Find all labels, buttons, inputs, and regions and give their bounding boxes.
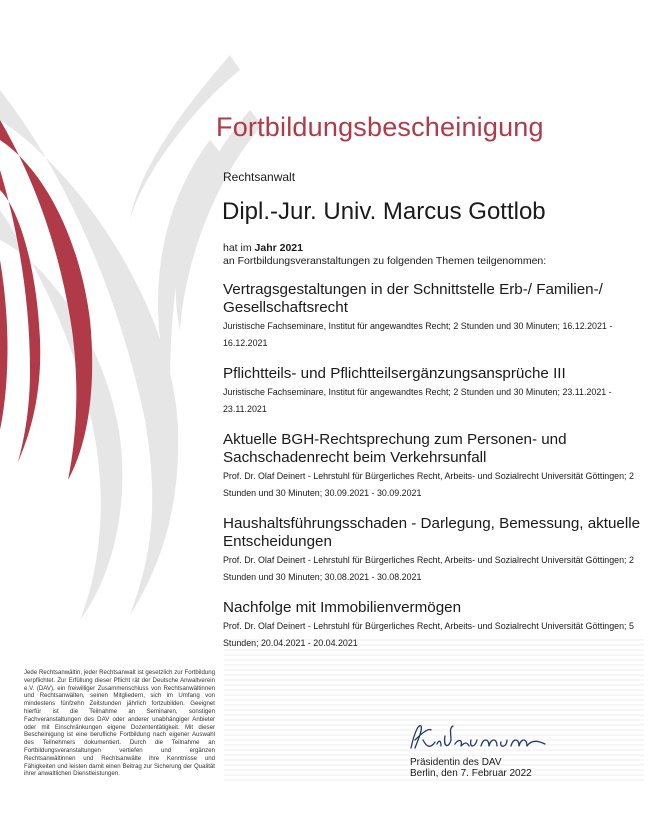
course-organizer: Prof. Dr. Olaf Deinert - Lehrstuhl für Bürgerliches Recht, Arbeits- und Sozialrecht Universität Göttingen; [223,621,627,631]
course-details [223,618,643,652]
intro-line-1 [223,242,546,255]
legal-footnote: Jede Rechtsanwältin, jeder Rechtsanwalt ist gesetzlich zur Fortbildung verpflichtet. Zur Erfüllung dieser Pflicht rät der Deutsche Anwaltverein e.V. (DAV), ein freiwilliger Zusammenschluss von Rechtsanwältinnen und Rechtsanwälten, seinen Mitgliedern, sich im Umfang von mindestens fünfzehn Zeitstunden jährlich fortzubilden. Geeignet hierfür ist die Teilnahme an Seminaren, sonstigen Fachveranstaltungen des DAV oder anderer unabhängiger Anbieter oder mit Einschränkungen eigene Dozententätigkeit. Mit dieser Bescheinigung ist eine berufliche Fortbildung nach eigener Auswahl des Teilnehmers dokumentiert. Durch die Teilnahme an Fortbildungsveranstaltungen vertiefen und ergänzen Rechtsanwältinnen und Rechtsanwälte ihre Kenntnisse und Fähigkeiten und leisten damit einen Beitrag zur Sicherung der Qualität ihrer anwaltlichen Dienstleistungen. [24,669,215,778]
course-organizer: Juristische Fachseminare, Institut für angewandtes Recht; [223,387,451,397]
course-organizer: Prof. Dr. Olaf Deinert - Lehrstuhl für Bürgerliches Recht, Arbeits- und Sozialrecht Universität Göttingen; [223,555,627,565]
course-title: Vertragsgestaltungen in der Schnittstelle Erb-/ Familien-/ Gesellschaftsrecht [223,281,603,316]
course-organizer: Prof. Dr. Olaf Deinert - Lehrstuhl für Bürgerliches Recht, Arbeits- und Sozialrecht Universität Göttingen; [223,471,627,481]
signature-place-date: Berlin, den 7. Februar 2022 [410,768,532,779]
handwritten-signature [405,718,555,758]
course-duration: 5 Stunden; [223,621,634,648]
course-details [223,318,643,352]
course-duration: 2 Stunden und 30 Minuten; [453,387,560,397]
course-item [223,515,643,586]
certificate-title: Fortbildungsbescheinigung [216,112,544,142]
course-title: Nachfolge mit Immobilienvermögen [223,599,462,616]
intro-text [223,242,546,268]
course-details [223,384,643,418]
recipient-name: Dipl.-Jur. Univ. Marcus Gottlob [222,198,546,225]
course-dates: 30.08.2021 - 30.08.2021 [324,572,422,582]
course-duration: 2 Stunden und 30 Minuten; [223,471,634,498]
red-swoosh-band [0,120,92,480]
signatory-role: Präsidentin des DAV [410,757,502,768]
course-item [223,599,643,652]
course-organizer: Juristische Fachseminare, Institut für angewandtes Recht; [223,321,451,331]
course-details [223,552,643,586]
intro-line-2: an Fortbildungsveranstaltungen zu folgenden Themen teilgenommen: [223,255,547,267]
course-dates: 23.11.2021 - 23.11.2021 [223,387,612,414]
course-title: Aktuelle BGH-Rechtsprechung zum Personen- und Sachschadenrecht beim Verkehrsunfall [223,431,567,466]
course-title: Pflichtteils- und Pflichtteilsergänzungsansprüche III [223,365,566,382]
course-item [223,365,643,418]
course-list [223,281,643,665]
course-duration: 2 Stunden und 30 Minuten; [453,321,560,331]
course-item [223,431,643,502]
course-duration: 2 Stunden und 30 Minuten; [223,555,634,582]
intro-year: Jahr 2021 [254,242,303,254]
course-item [223,281,643,352]
course-dates: 20.04.2021 - 20.04.2021 [261,638,358,648]
recipient-salutation: Rechtsanwalt [223,170,296,184]
intro-prefix: hat im [223,242,252,254]
course-details [223,468,643,502]
course-title: Haushaltsführungsschaden - Darlegung, Bemessung, aktuelle Entscheidungen [223,515,641,550]
course-dates: 16.12.2021 - 16.12.2021 [223,321,613,348]
course-dates: 30.09.2021 - 30.09.2021 [324,488,422,498]
